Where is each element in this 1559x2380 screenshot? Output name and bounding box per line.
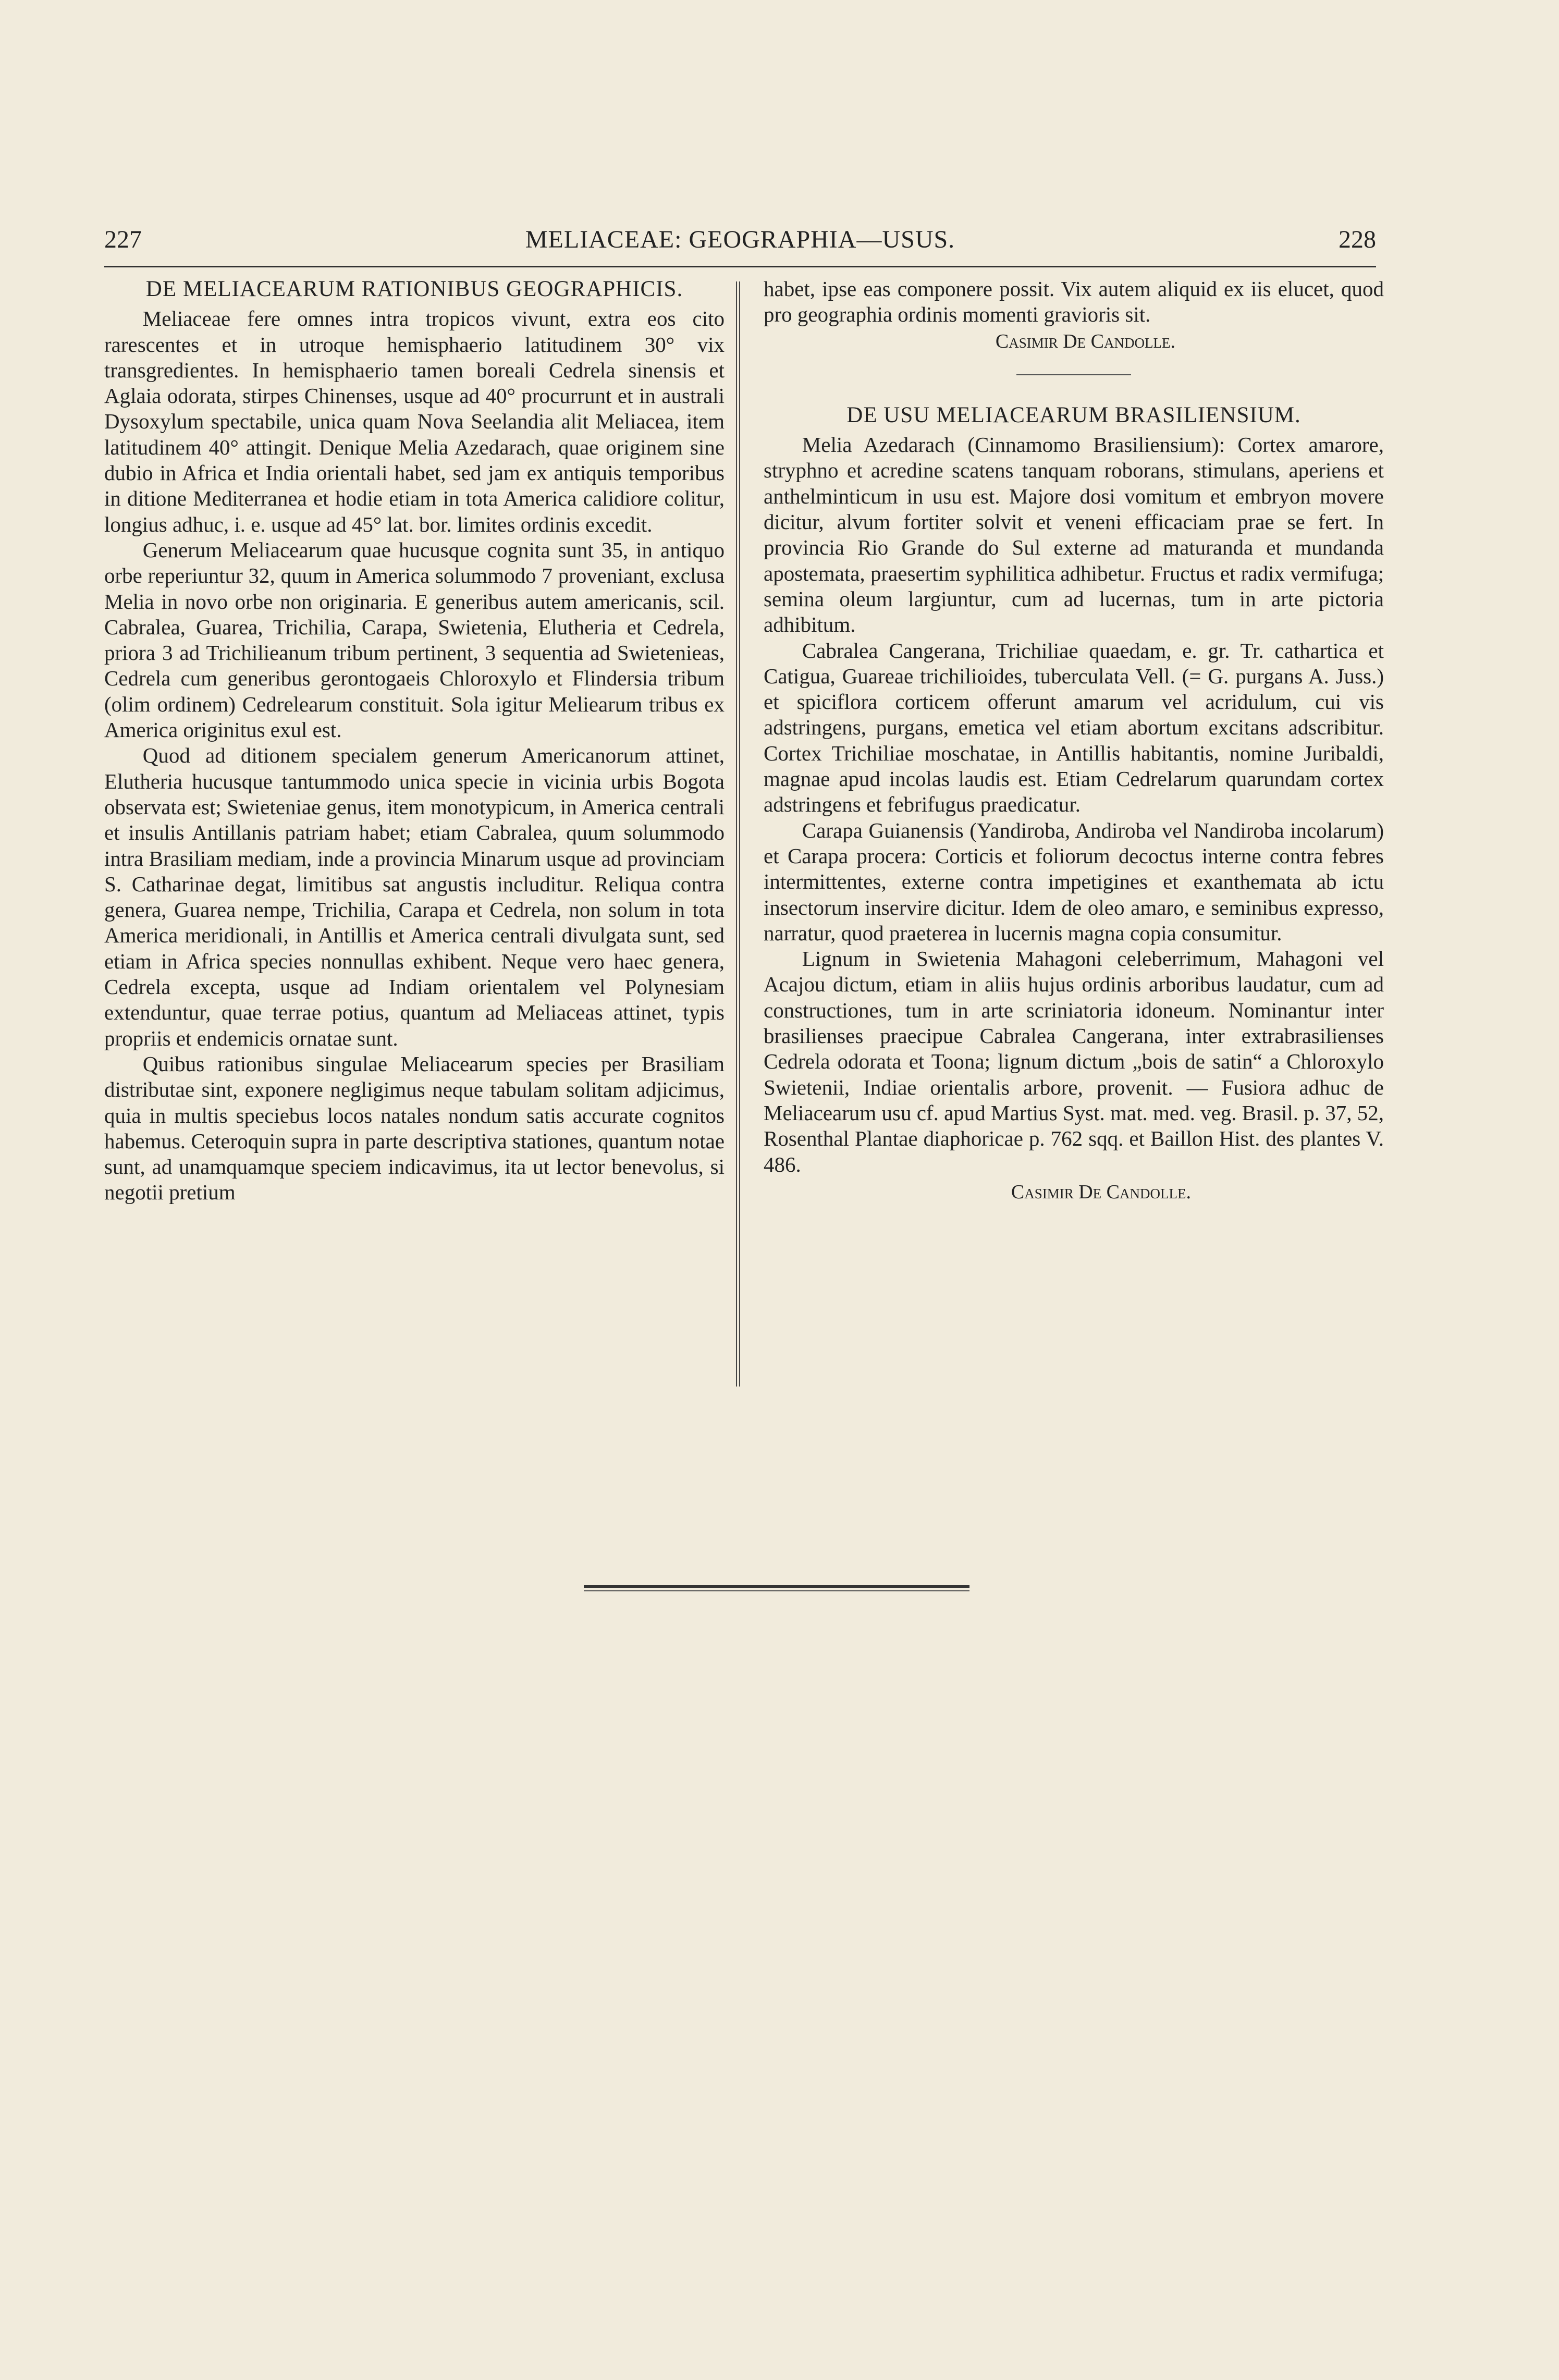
left-page-number: 227 [104, 226, 142, 253]
geography-paragraph-3: Quod ad ditionem specialem generum Americanorum attinet, Elutheria hucusque tantummodo unica specie in vicinia urbis Bogota observata est; Swieteniae genus, item monotypicum, in America centrali et insulis Antillanis patriam habet; etiam Cabralea, quum solummodo intra Brasiliam mediam, inde a provincia Minarum usque ad provinciam S. Catharinae degat, limitibus sat angustis includitur. Reliqua contra genera, Guarea nempe, Trichilia, Carapa et Cedrela, non solum in tota America meridionali, in Antillis et America centrali divulgata sunt, sed etiam in Africa species nonnullas exhibent. Neque vero haec genera, Cedrela excepta, usque ad Indiam orientalem vel Polynesiam extenduntur, quae terrae potius, quantum ad Meliaceas attinet, typis propriis et endemicis ornatae sunt. [104, 743, 725, 1050]
geography-paragraph-2: Generum Meliacearum quae hucusque cognita sunt 35, in antiquo orbe reperiuntur 32, quum in America solummodo 7 proveniant, exclusa Melia in novo orbe non originaria. E generibus autem americanis, scil. Cabralea, Guarea, Trichilia, Carapa, Swietenia, Elutheria et Cedrela, priora 3 ad Trichilieanum tribum pertinent, 3 sequentia ad Swietenieas, Cedrela cum generibus gerontogaeis Chloroxylo et Flindersia tribum (olim ordinem) Cedrelearum constituit. Sola igitur Meliearum tribus ex America originitus exul est. [104, 537, 725, 742]
geography-heading: DE MELIACEARUM RATIONIBUS GEOGRAPHICIS. [145, 277, 683, 301]
right-column [764, 276, 1384, 1205]
closing-rule-thick [584, 1585, 969, 1588]
usage-paragraph-3: Carapa Guianensis (Yandiroba, Andiroba vel Nandiroba incolarum) et Carapa procera: Corticis et foliorum decoctus interne contra febres intermittentes, externe contra impetigines et exanthemata ab ictu insectorum inservire dicitur. Idem de oleo amaro, e seminibus expresso, narratur, quod praeterea in lucernis magna copia consumitur. [764, 818, 1384, 945]
column-divider [736, 281, 737, 1387]
section-separator [1016, 374, 1131, 375]
column-divider-second [739, 281, 740, 1387]
usage-paragraph-2: Cabralea Cangerana, Trichiliae quaedam, e. gr. Tr. cathartica et Catigua, Guareae trichilioides, tuberculata Vell. (= G. purgans A. Juss.) et spiciflora corticem offerunt amarum vel acridulum, cui vis adstringens, purgans, emetica vel etiam abortum excitans adscribitur. Cortex Trichiliae moschatae, in Antillis habitantis, nomine Juribaldi, magnae apud incolas laudis est. Etiam Cedrelarum quarundam cortex adstringens et febrifugus praedicatur. [764, 638, 1384, 817]
usage-paragraph-4: Lignum in Swietenia Mahagoni celeberrimum, Mahagoni vel Acajou dictum, etiam in aliis hujus ordinis arboribus laudatur, cum ad constructiones, tum in arte scriniatoria idoneum. Nominantur inter brasilienses praecipue Cabralea Cangerana, inter extrabrasilienses Cedrela odorata et Toona; lignum dictum „bois de satin“ a Chloroxylo Swietenii, Indiae orientalis arbore, provenit. — Fusiora adhuc de Meliacearum usu cf. apud Martius Syst. mat. med. veg. Brasil. p. 37, 52, Rosenthal Plantae diaphoricae p. 762 sqq. et Baillon Hist. des plantes V. 486. [764, 947, 1384, 1176]
geography-paragraph-4: Quibus rationibus singulae Meliacearum species per Brasiliam distributae sint, exponere negligimus neque tabulam solitam adjicimus, quia in multis speciebus locos natales nondum satis accurate cognitos habemus. Ceteroquin supra in parte descriptiva stationes, quantum notae sunt, ad unamquamque speciem indicavimus, ita ut lector benevolus, si negotii pretium [104, 1051, 725, 1205]
header-rule [104, 266, 1376, 267]
usage-heading: DE USU MELIACEARUM BRASILIENSIUM. [846, 402, 1301, 427]
right-page-number: 228 [1339, 226, 1376, 253]
running-title: MELIACEAE: GEOGRAPHIA—USUS. [525, 226, 955, 253]
geography-paragraph-1: Meliaceae fere omnes intra tropicos vivunt, extra eos cito rarescentes et in utroque hemisphaerio latitudinem 30° vix transgredientes. In hemisphaerio tamen boreali Cedrela sinensis et Aglaia odorata, stirpes Chinenses, usque ad 40° procurrunt et in australi Dysoxylum spectabile, unica quam Nova Seelandia alit Meliacea, item latitudinem 40° attingit. Denique Melia Azedarach, quae originem sine dubio in Africa et India orientali habet, sed jam ex antiquis temporibus in ditione Mediterranea et hodie etiam in tota America calidiore colitur, longius adhuc, i. e. usque ad 45° lat. bor. limites ordinis excedit. [104, 306, 725, 536]
page-header [104, 225, 1376, 262]
left-column [104, 276, 725, 1206]
signature-first: Casimir De Candolle. [995, 330, 1175, 352]
usage-paragraph-1: Melia Azedarach (Cinnamomo Brasiliensium): Cortex amarore, stryphno et acredine scatens tanquam roborans, stimulans, aperiens et anthelminticum in usu est. Majore dosi vomitum et embryon movere dicitur, alvum fortiter solvit et veneni efficaciam prae se fert. In provincia Rio Grande do Sul externe ad maturanda et mundanda apostemata, praesertim syphilitica adhibetur. Fructus et radix vermifuga; semina oleum largiuntur, cum ad lucernas, tum in arte pictoria adhibitum. [764, 433, 1384, 637]
closing-rule-thin [584, 1590, 969, 1591]
geography-continuation: habet, ipse eas componere possit. Vix autem aliquid ex iis elucet, quod pro geographia ordinis momenti gravioris sit. [764, 277, 1384, 327]
signature-second: Casimir De Candolle. [1011, 1181, 1191, 1203]
